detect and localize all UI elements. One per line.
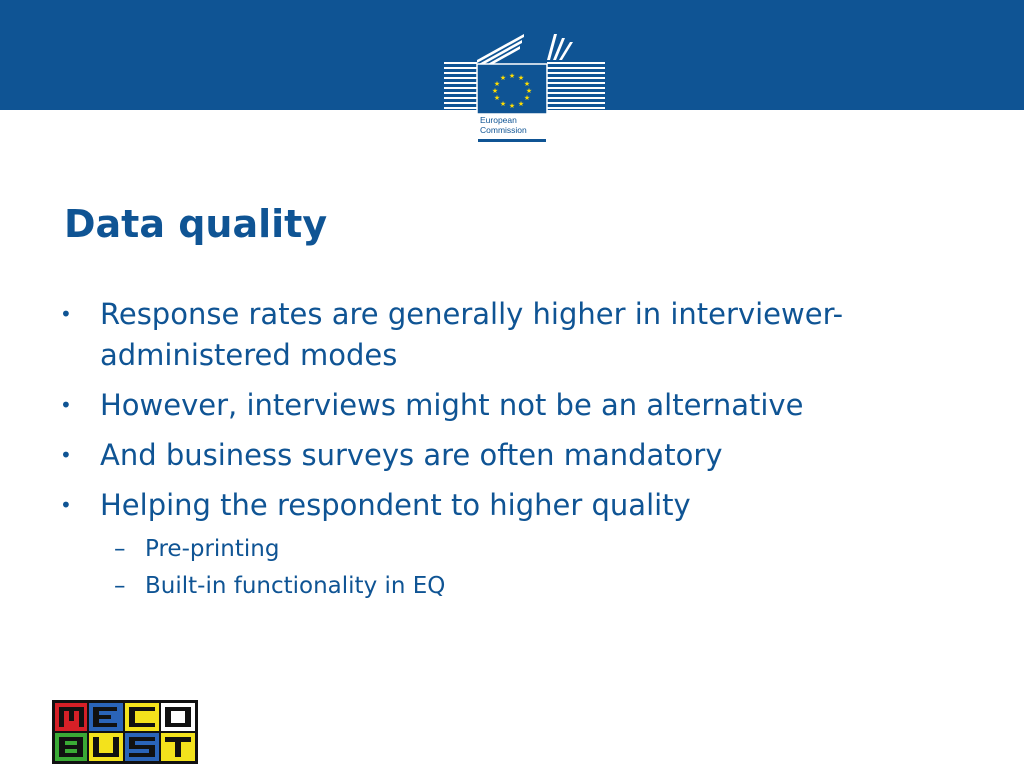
svg-text:★: ★ bbox=[517, 100, 525, 108]
bullet-icon: • bbox=[60, 443, 72, 467]
svg-text:★: ★ bbox=[508, 102, 516, 110]
sub-bullet-item bbox=[56, 533, 996, 566]
svg-text:★: ★ bbox=[525, 87, 533, 95]
svg-text:★: ★ bbox=[508, 72, 516, 80]
bullet-item bbox=[56, 294, 996, 376]
svg-text:★: ★ bbox=[491, 87, 499, 95]
svg-text:★: ★ bbox=[523, 80, 531, 88]
slide-title: Data quality bbox=[64, 202, 328, 246]
svg-text:★: ★ bbox=[493, 94, 501, 102]
dash-icon: – bbox=[114, 573, 126, 599]
logo-text-line-2: Commission bbox=[480, 125, 527, 135]
bullet-text: Helping the respondent to higher quality bbox=[100, 488, 691, 522]
sub-bullet-text: Pre-printing bbox=[145, 536, 280, 562]
svg-text:★: ★ bbox=[523, 94, 531, 102]
sub-bullet-text: Built-in functionality in EQ bbox=[145, 573, 446, 599]
bullet-text: Response rates are generally higher in interviewer-administered modes bbox=[100, 297, 844, 372]
bullet-item bbox=[56, 485, 996, 526]
bullet-icon: • bbox=[60, 493, 72, 517]
svg-text:★: ★ bbox=[499, 74, 507, 82]
svg-text:★: ★ bbox=[517, 74, 525, 82]
svg-text:★: ★ bbox=[493, 80, 501, 88]
svg-text:★: ★ bbox=[499, 100, 507, 108]
bullet-text: And business surveys are often mandatory bbox=[100, 438, 723, 472]
bullet-item bbox=[56, 435, 996, 476]
european-commission-logo-text bbox=[480, 115, 527, 135]
slide-body bbox=[56, 294, 996, 609]
bullet-icon: • bbox=[60, 393, 72, 417]
sub-bullet-item bbox=[56, 570, 996, 603]
meco-bust-logo bbox=[52, 700, 198, 764]
bullet-item bbox=[56, 385, 996, 426]
bullet-text: However, interviews might not be an alternative bbox=[100, 388, 804, 422]
logo-text-line-1: European bbox=[480, 115, 517, 125]
logo-underline bbox=[478, 139, 546, 142]
bullet-icon: • bbox=[60, 302, 72, 326]
dash-icon: – bbox=[114, 536, 126, 562]
